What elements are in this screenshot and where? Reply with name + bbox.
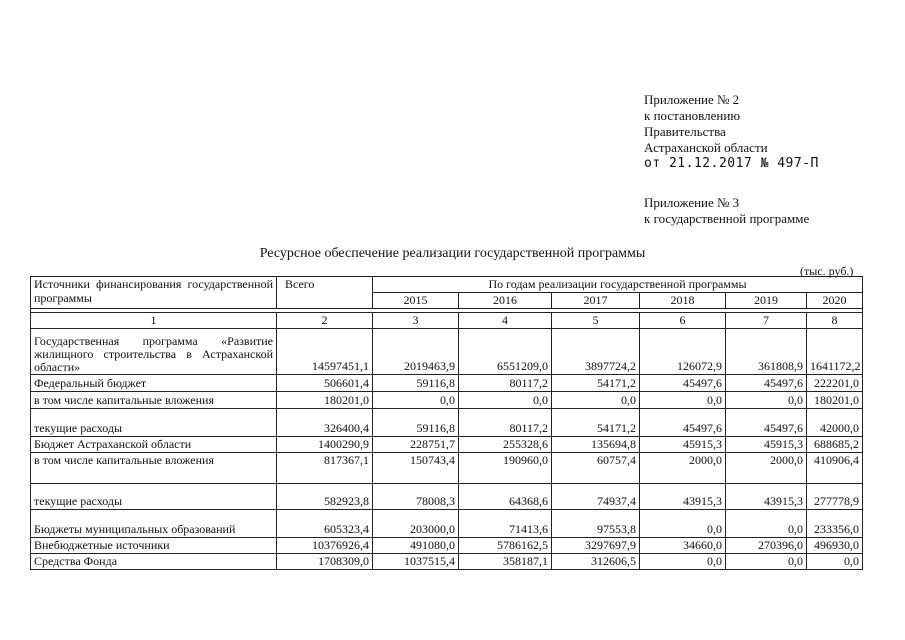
value-cell: 222201,0 <box>807 375 863 392</box>
value-cell: 74937,4 <box>552 484 640 510</box>
row-label: текущие расходы <box>31 484 277 510</box>
row-label: Государственная программа «Развитие жилищного строительства в Астраханской области» <box>31 329 277 375</box>
financing-table <box>30 276 863 570</box>
value-cell: 45915,3 <box>640 437 726 453</box>
decree-number: от 21.12.2017 № 497-П <box>644 156 819 171</box>
value-cell: 0,0 <box>373 392 459 409</box>
value-cell: 45497,6 <box>726 375 807 392</box>
value-cell: 180201,0 <box>807 392 863 409</box>
value-cell: 228751,7 <box>373 437 459 453</box>
table-row <box>31 510 863 538</box>
value-cell: 54171,2 <box>552 375 640 392</box>
value-cell: 312606,5 <box>552 554 640 570</box>
value-cell: 0,0 <box>640 392 726 409</box>
table-row <box>31 375 863 392</box>
value-cell: 688685,2 <box>807 437 863 453</box>
column-number: 2 <box>277 313 373 329</box>
table-row <box>31 538 863 554</box>
value-cell: 45915,3 <box>726 437 807 453</box>
value-cell: 43915,3 <box>640 484 726 510</box>
value-cell: 78008,3 <box>373 484 459 510</box>
table-row <box>31 554 863 570</box>
value-cell: 0,0 <box>726 392 807 409</box>
value-cell: 255328,6 <box>459 437 552 453</box>
value-cell: 506601,4 <box>277 375 373 392</box>
column-number: 6 <box>640 313 726 329</box>
row-label: в том числе капитальные вложения <box>31 453 277 484</box>
value-cell: 358187,1 <box>459 554 552 570</box>
value-cell: 233356,0 <box>807 510 863 538</box>
value-cell: 59116,8 <box>373 409 459 437</box>
column-number: 1 <box>31 313 277 329</box>
value-cell: 1708309,0 <box>277 554 373 570</box>
value-cell: 0,0 <box>459 392 552 409</box>
value-cell: 42000,0 <box>807 409 863 437</box>
value-cell: 5786162,5 <box>459 538 552 554</box>
value-cell: 491080,0 <box>373 538 459 554</box>
header-total: Всего <box>277 277 373 309</box>
value-cell: 43915,3 <box>726 484 807 510</box>
value-cell: 0,0 <box>640 554 726 570</box>
value-cell: 71413,6 <box>459 510 552 538</box>
value-cell: 0,0 <box>640 510 726 538</box>
year-header: 2019 <box>726 293 807 309</box>
value-cell: 410906,4 <box>807 453 863 484</box>
value-cell: 277778,9 <box>807 484 863 510</box>
value-cell: 64368,6 <box>459 484 552 510</box>
table-row <box>31 409 863 437</box>
row-label: в том числе капитальные вложения <box>31 392 277 409</box>
value-cell: 45497,6 <box>640 409 726 437</box>
value-cell: 0,0 <box>726 510 807 538</box>
value-cell: 203000,0 <box>373 510 459 538</box>
row-label: Бюджет Астраханской области <box>31 437 277 453</box>
table-row <box>31 484 863 510</box>
value-cell: 150743,4 <box>373 453 459 484</box>
value-cell: 59116,8 <box>373 375 459 392</box>
value-cell: 135694,8 <box>552 437 640 453</box>
value-cell: 2000,0 <box>726 453 807 484</box>
value-cell: 97553,8 <box>552 510 640 538</box>
appendix-3-line: к государственной программе <box>644 211 810 226</box>
value-cell: 582923,8 <box>277 484 373 510</box>
document-title: Ресурсное обеспечение реализации государственной программы <box>259 246 646 261</box>
value-cell: 45497,6 <box>726 409 807 437</box>
value-cell: 190960,0 <box>459 453 552 484</box>
appendix-2-line: Правительства <box>644 124 726 139</box>
appendix-2-line: Астраханской области <box>644 140 768 155</box>
value-cell: 10376926,4 <box>277 538 373 554</box>
value-cell: 6551209,0 <box>459 329 552 375</box>
row-label: текущие расходы <box>31 409 277 437</box>
value-cell: 34660,0 <box>640 538 726 554</box>
value-cell: 361808,9 <box>726 329 807 375</box>
value-cell: 605323,4 <box>277 510 373 538</box>
value-cell: 0,0 <box>807 554 863 570</box>
appendix-2-line: Приложение № 2 <box>644 92 740 107</box>
value-cell: 3297697,9 <box>552 538 640 554</box>
value-cell: 60757,4 <box>552 453 640 484</box>
appendix-3-block <box>644 195 809 227</box>
column-number: 3 <box>373 313 459 329</box>
value-cell: 45497,6 <box>640 375 726 392</box>
year-header: 2017 <box>552 293 640 309</box>
row-label: Бюджеты муниципальных образований <box>31 510 277 538</box>
table-row <box>31 453 863 484</box>
year-header: 2015 <box>373 293 459 309</box>
value-cell: 80117,2 <box>459 409 552 437</box>
value-cell: 1037515,4 <box>373 554 459 570</box>
table-row <box>31 329 863 375</box>
column-number: 7 <box>726 313 807 329</box>
value-cell: 14597451,1 <box>277 329 373 375</box>
column-number: 5 <box>552 313 640 329</box>
value-cell: 817367,1 <box>277 453 373 484</box>
units-label: (тыс. руб.) <box>800 264 854 278</box>
column-number: 8 <box>807 313 863 329</box>
appendix-2-block <box>644 92 819 172</box>
column-number: 4 <box>459 313 552 329</box>
value-cell: 1641172,2 <box>807 329 863 375</box>
value-cell: 326400,4 <box>277 409 373 437</box>
header-source: Источники финансирования государственной программы <box>31 277 277 309</box>
value-cell: 496930,0 <box>807 538 863 554</box>
value-cell: 180201,0 <box>277 392 373 409</box>
year-header: 2018 <box>640 293 726 309</box>
value-cell: 2019463,9 <box>373 329 459 375</box>
header-years: По годам реализации государственной программы <box>373 277 863 293</box>
appendix-2-line: к постановлению <box>644 108 741 123</box>
value-cell: 3897724,2 <box>552 329 640 375</box>
value-cell: 0,0 <box>552 392 640 409</box>
value-cell: 2000,0 <box>640 453 726 484</box>
row-label: Внебюджетные источники <box>31 538 277 554</box>
value-cell: 0,0 <box>726 554 807 570</box>
table-row <box>31 437 863 453</box>
appendix-3-line: Приложение № 3 <box>644 195 740 210</box>
year-header: 2020 <box>807 293 863 309</box>
value-cell: 270396,0 <box>726 538 807 554</box>
row-label: Средства Фонда <box>31 554 277 570</box>
value-cell: 1400290,9 <box>277 437 373 453</box>
value-cell: 80117,2 <box>459 375 552 392</box>
value-cell: 126072,9 <box>640 329 726 375</box>
table-row <box>31 392 863 409</box>
value-cell: 54171,2 <box>552 409 640 437</box>
year-header: 2016 <box>459 293 552 309</box>
row-label: Федеральный бюджет <box>31 375 277 392</box>
